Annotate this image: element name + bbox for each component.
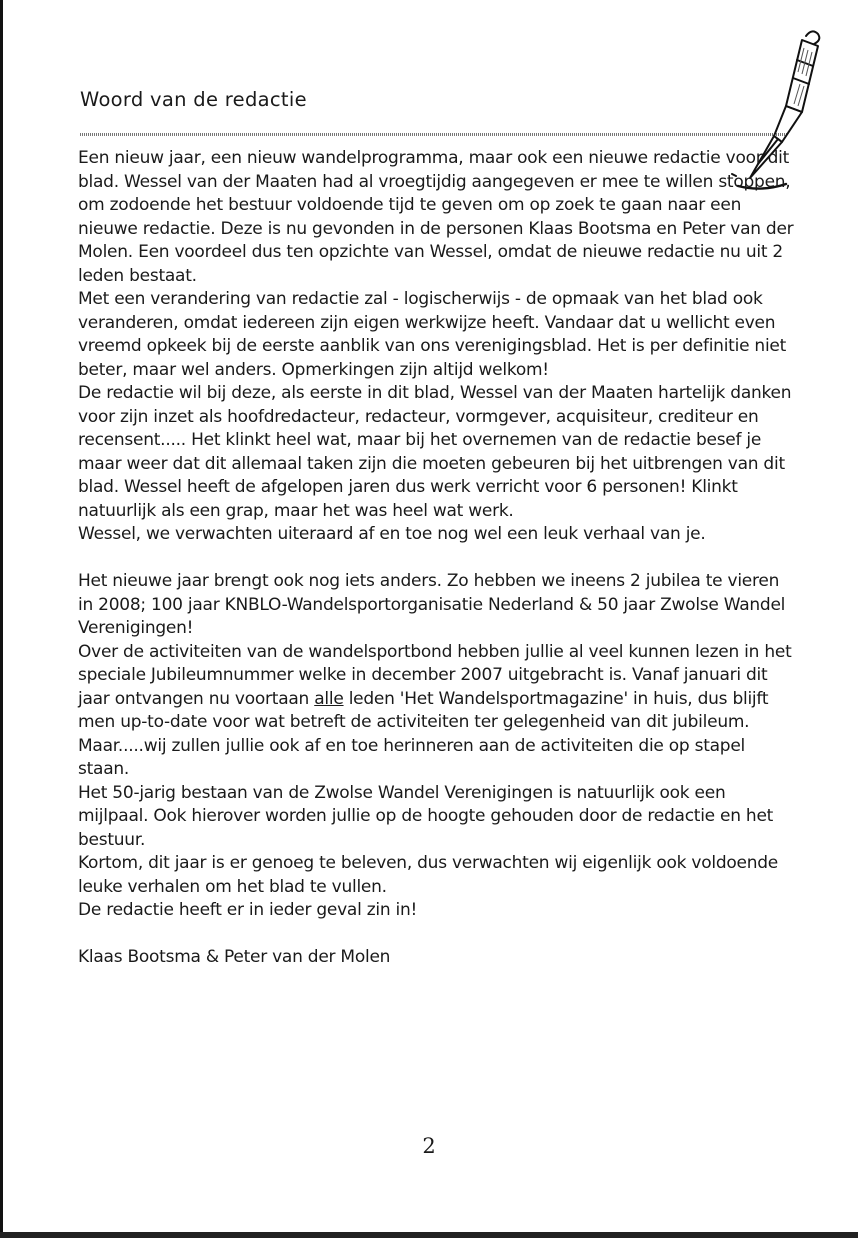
- magazine-text-start: Over de activiteiten van de wandelsportbond hebben jullie al veel kunnen lezen in het speciale Jubileumnummer welke in december 2007 uitgebracht is. Vanaf januari dit jaar ontvangen nu voortaan: [78, 641, 792, 709]
- paragraph-conclusion: Kortom, dit jaar is er genoeg te beleven, dus verwachten wij eigenlijk ook voldoende leuke verhalen om het blad te vullen.: [78, 853, 779, 897]
- paragraph-magazine: [78, 641, 798, 782]
- scan-edge-bottom: [0, 1232, 858, 1238]
- editorial-body: [78, 147, 798, 970]
- paragraph-wessel-stories: Wessel, we verwachten uiteraard af en toe nog wel een leuk verhaal van je.: [78, 524, 706, 544]
- signature: Klaas Bootsma & Peter van der Molen: [78, 947, 391, 967]
- page-title: Woord van de redactie: [80, 88, 307, 111]
- page-number: 2: [422, 1134, 436, 1158]
- paragraph-closing: De redactie heeft er in ieder geval zin in!: [78, 900, 418, 920]
- paragraph-jubilees: Het nieuwe jaar brengt ook nog iets anders. Zo hebben we ineens 2 jubilea te vieren in 2008; 100 jaar KNBLO-Wandelsportorganisatie Nederland & 50 jaar Zwolse Wandel Verenigingen!: [78, 571, 786, 638]
- paragraph-anniversary: Het 50-jarig bestaan van de Zwolse Wandel Verenigingen is natuurlijk ook een mijlpaal. Ook hierover worden jullie op de hoogte gehouden door de redactie en het bestuur.: [78, 782, 774, 850]
- paragraph-new-editors: Een nieuw jaar, een nieuw wandelprogramma, maar ook een nieuwe redactie voor dit blad. Wessel van der Maaten had al vroegtijdig aangegeven er mee te willen stoppen, om zodoende het bestuur voldoende tijd te geven om op zoek te gaan naar een nieuwe redactie. Deze is nu gevonden in de personen Klaas Bootsma en Peter van der Molen. Een voordeel dus ten opzichte van Wessel, omdat de nieuwe redactie nu uit 2 leden bestaat.: [78, 148, 794, 286]
- paragraph-layout-change: Met een verandering van redactie zal - logischerwijs - de opmaak van het blad ook veranderen, omdat iedereen zijn eigen werkwijze heeft. Vandaar dat u wellicht even vreemd opkeek bij de eerste aanblik van ons verenigingsblad. Het is per definitie niet beter, maar wel anders. Opmerkingen zijn altijd welkom!: [78, 289, 787, 380]
- scan-edge-left: [0, 0, 3, 1238]
- magazine-text-end: leden 'Het Wandelsportmagazine' in huis, dus blijft men up-to-date voor wat betreft de activiteiten ter gelegenheid van dit jubileum. Maar.....wij zullen jullie ook af en toe herinneren aan de activiteiten die op stapel staan.: [78, 688, 769, 779]
- title-divider: [80, 133, 788, 136]
- underlined-word-alle: alle: [314, 688, 344, 709]
- paragraph-thanks-wessel: De redactie wil bij deze, als eerste in dit blad, Wessel van der Maaten hartelijk danken voor zijn inzet als hoofdredacteur, redacteur, vormgever, acquisiteur, crediteur en recensent..... Het klinkt heel wat, maar bij het overnemen van de redactie besef je maar weer dat dit allemaal taken zijn die moeten gebeuren bij het uitbrengen van dit blad. Wessel heeft de afgelopen jaren dus werk verricht voor 6 personen! Klinkt natuurlijk als een grap, maar het was heel wat werk.: [78, 383, 792, 521]
